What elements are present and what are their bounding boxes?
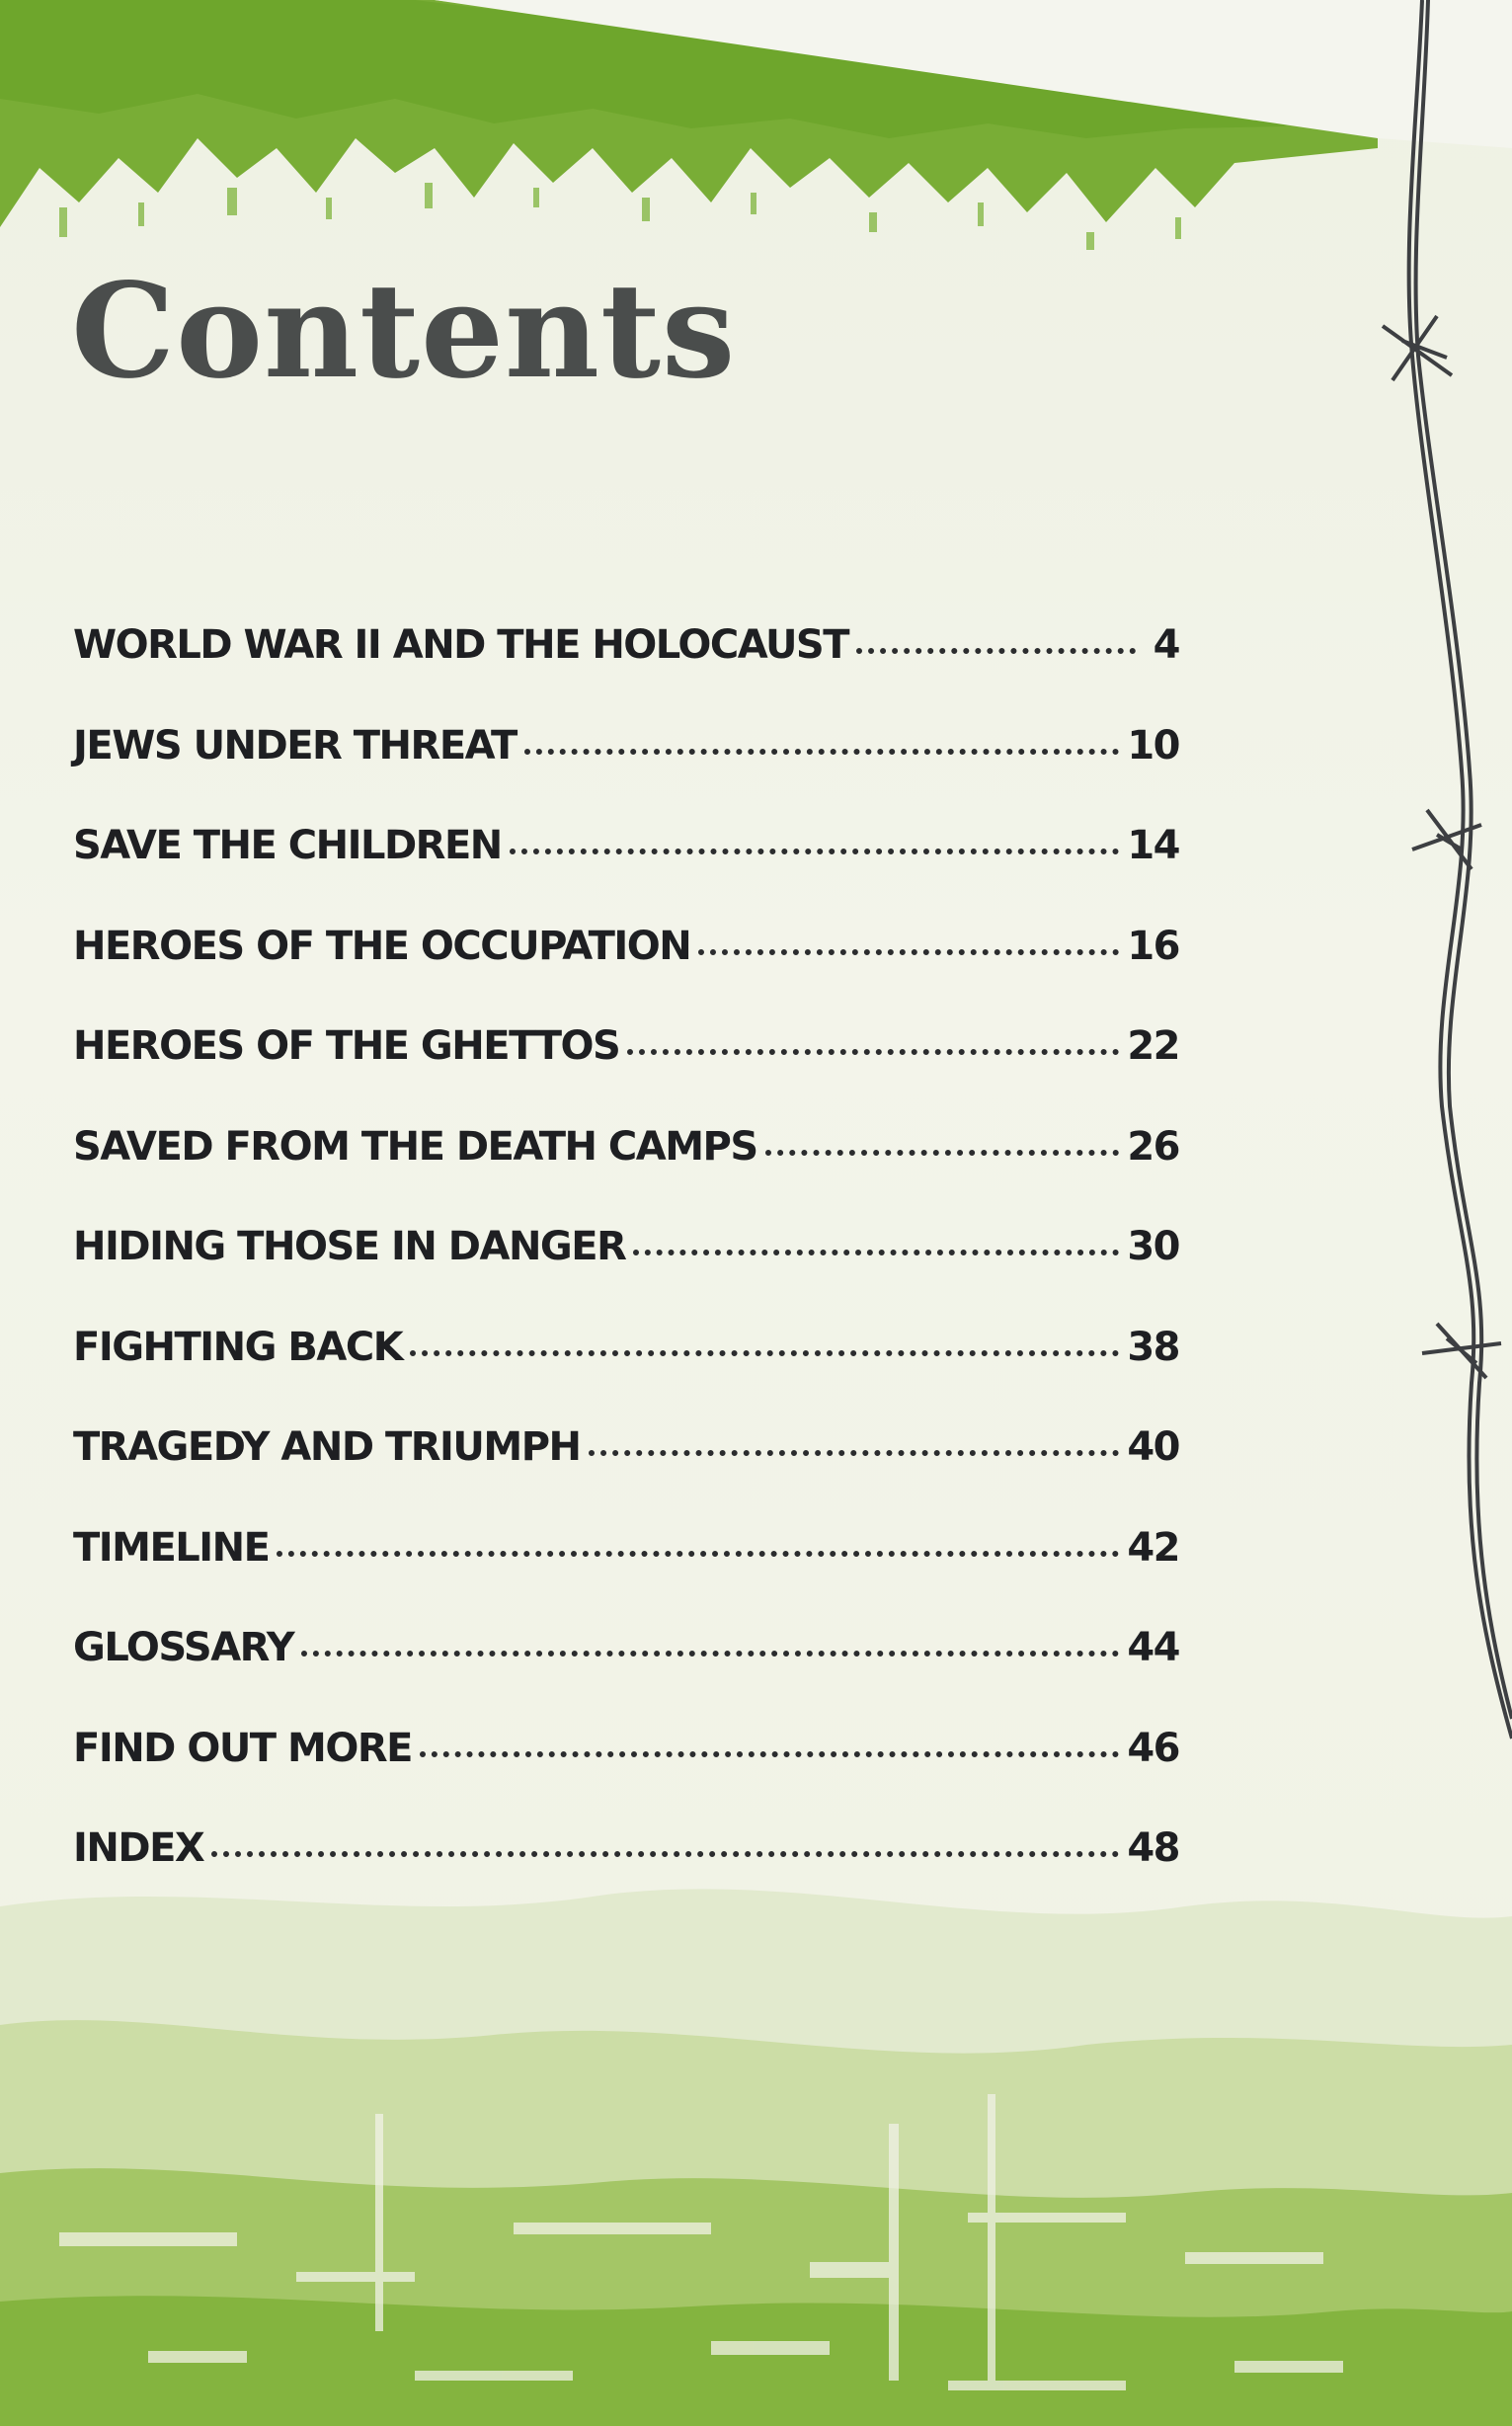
toc-entry-label: INDEX	[73, 1825, 204, 1871]
toc-entry-label: FIND OUT MORE	[73, 1725, 412, 1771]
toc-entry-label: SAVE THE CHILDREN	[73, 823, 502, 868]
toc-leader-dots	[410, 1350, 1119, 1356]
toc-leader-dots	[524, 749, 1120, 755]
top-green-brush	[0, 0, 1512, 250]
toc-page-number: 38	[1127, 1324, 1179, 1370]
toc-page-number: 42	[1127, 1524, 1179, 1571]
toc-entry-label: JEWS UNDER THREAT	[73, 722, 517, 768]
toc-entry-label: HEROES OF THE OCCUPATION	[73, 923, 691, 969]
bottom-green-texture	[0, 1889, 1512, 2426]
toc-entry-label: HEROES OF THE GHETTOS	[73, 1023, 620, 1069]
toc-entry[interactable]	[73, 1424, 1179, 1525]
toc-entry[interactable]	[73, 1825, 1179, 1926]
toc-page-number: 26	[1127, 1123, 1179, 1170]
toc-entry[interactable]	[73, 723, 1179, 824]
toc-entry-label: WORLD WAR II AND THE HOLOCAUST	[73, 622, 849, 668]
toc-entry-label: HIDING THOSE IN DANGER	[73, 1224, 626, 1269]
toc-page-number: 46	[1127, 1725, 1179, 1771]
toc-leader-dots	[510, 849, 1120, 854]
toc-leader-dots	[698, 949, 1119, 955]
toc-leader-dots	[211, 1851, 1119, 1857]
toc-page-number: 14	[1127, 823, 1179, 868]
table-of-contents	[73, 622, 1179, 1926]
toc-entry[interactable]	[73, 1124, 1179, 1225]
toc-entry-label: FIGHTING BACK	[73, 1324, 403, 1370]
toc-entry[interactable]	[73, 622, 1179, 723]
toc-leader-dots	[589, 1450, 1120, 1456]
toc-entry-label: TRAGEDY AND TRIUMPH	[73, 1424, 581, 1470]
page-title: Contents	[71, 255, 737, 408]
toc-page-number: 40	[1127, 1424, 1179, 1470]
toc-page-number: 16	[1127, 923, 1179, 969]
toc-page-number: 30	[1127, 1224, 1179, 1269]
toc-page-number: 10	[1127, 722, 1179, 768]
toc-page-number: 44	[1127, 1625, 1179, 1670]
toc-leader-dots	[856, 648, 1136, 654]
toc-entry-label: SAVED FROM THE DEATH CAMPS	[73, 1123, 757, 1170]
toc-entry[interactable]	[73, 1726, 1179, 1826]
toc-leader-dots	[420, 1751, 1119, 1757]
toc-leader-dots	[633, 1250, 1119, 1255]
toc-entry[interactable]	[73, 1325, 1179, 1425]
toc-entry[interactable]	[73, 823, 1179, 924]
toc-entry[interactable]	[73, 1224, 1179, 1325]
toc-leader-dots	[765, 1150, 1120, 1156]
toc-entry[interactable]	[73, 1023, 1179, 1124]
toc-leader-dots	[301, 1651, 1119, 1657]
toc-page-number: 48	[1127, 1825, 1179, 1871]
toc-entry[interactable]	[73, 1625, 1179, 1726]
toc-entry-label: GLOSSARY	[73, 1625, 294, 1670]
toc-entry-label: TIMELINE	[73, 1524, 270, 1571]
toc-entry[interactable]	[73, 924, 1179, 1024]
toc-page-number: 22	[1127, 1023, 1179, 1069]
toc-leader-dots	[627, 1049, 1119, 1055]
barbed-wire	[1383, 0, 1512, 1739]
toc-page-number: 4	[1153, 622, 1179, 668]
toc-leader-dots	[277, 1551, 1119, 1557]
toc-entry[interactable]	[73, 1525, 1179, 1626]
